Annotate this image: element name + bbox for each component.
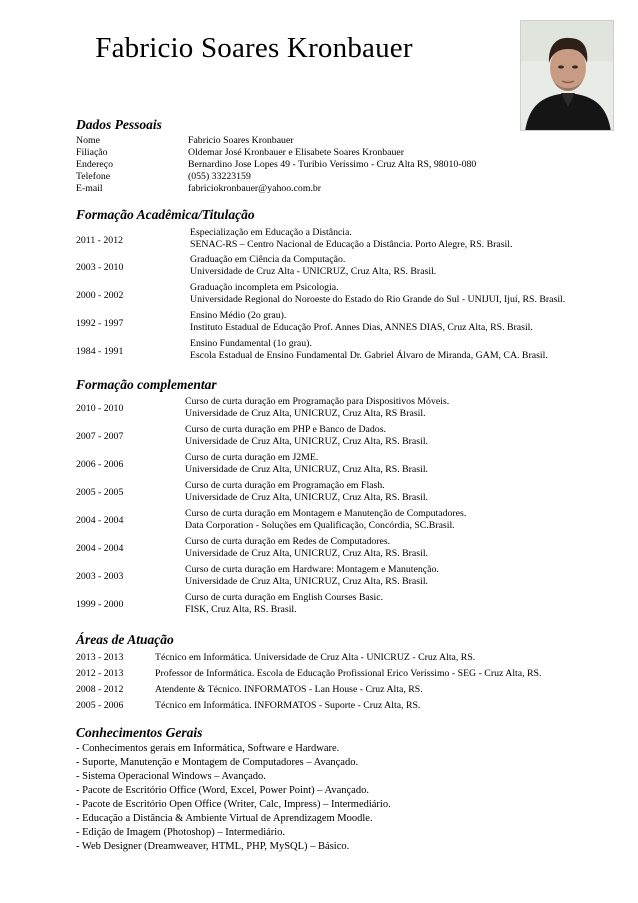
job-date: 2005 - 2006 [76,700,124,711]
job-date: 2012 - 2013 [76,668,124,679]
course-title: Curso de curta duração em Programação em Flash. [185,480,385,491]
job-date: 2008 - 2012 [76,684,124,695]
course-title: Curso de curta duração em English Courses Basic. [185,592,384,603]
job-description: Técnico em Informática. Universidade de Cruz Alta - UNICRUZ - Cruz Alta, RS. [155,652,476,663]
education-date: 2003 - 2010 [76,262,124,273]
personal-label: Endereço [76,159,113,170]
job-description: Atendente & Técnico. INFORMATOS - Lan House - Cruz Alta, RS. [155,684,423,695]
education-institution: Instituto Estadual de Educação Prof. Annes Dias, ANNES DIAS, Cruz Alta, RS. Brasil. [190,322,533,333]
course-date: 2006 - 2006 [76,459,124,470]
personal-value: Oldemar José Kronbauer e Elisabete Soares Kronbauer [188,147,404,158]
course-institution: Data Corporation - Soluções em Qualificação, Concórdia, SC.Brasil. [185,520,455,531]
course-date: 1999 - 2000 [76,599,124,610]
section-title-complementary: Formação complementar [76,377,217,392]
page-title: Fabricio Soares Kronbauer [95,32,413,64]
course-date: 2003 - 2003 [76,571,124,582]
education-institution: Universidade de Cruz Alta - UNICRUZ, Cruz Alta, RS. Brasil. [190,266,437,277]
personal-email: fabriciokronbauer@yahoo.com.br [188,183,322,194]
education-institution: Escola Estadual de Ensino Fundamental Dr. Gabriel Álvaro de Miranda, GAM, CA. Brasil. [190,350,548,361]
section-title-personal: Dados Pessoais [76,117,162,132]
education-title: Graduação em Ciência da Computação. [190,254,346,265]
education-date: 1984 - 1991 [76,346,124,357]
education-title: Especialização em Educação a Distância. [190,227,352,238]
personal-label: E-mail [76,183,103,194]
course-title: Curso de curta duração em Montagem e Manutenção de Computadores. [185,508,467,519]
knowledge-item: - Educação a Distância & Ambiente Virtual de Aprendizagem Moodle. [76,813,373,824]
personal-label: Nome [76,135,100,146]
course-date: 2010 - 2010 [76,403,124,414]
education-date: 1992 - 1997 [76,318,124,329]
course-institution: Universidade de Cruz Alta, UNICRUZ, Cruz Alta, RS. Brasil. [185,492,428,503]
education-date: 2000 - 2002 [76,290,124,301]
education-institution: Universidade Regional do Noroeste do Estado do Rio Grande do Sul - UNIJUI, Ijuí, RS. Brasil. [190,294,566,305]
knowledge-item: - Web Designer (Dreamweaver, HTML, PHP, MySQL) – Básico. [76,841,350,852]
education-title: Graduação incompleta em Psicologia. [190,282,339,293]
course-title: Curso de curta duração em Redes de Computadores. [185,536,391,547]
profile-photo [520,20,614,131]
course-title: Curso de curta duração em PHP e Banco de Dados. [185,424,386,435]
course-institution: Universidade de Cruz Alta, UNICRUZ, Cruz Alta, RS. Brasil. [185,548,428,559]
job-description: Professor de Informática. Escola de Educação Profissional Erico Veríssimo - SEG - Cruz Alta, RS. [155,668,542,679]
course-institution: Universidade de Cruz Alta, UNICRUZ, Cruz Alta, RS. Brasil. [185,464,428,475]
education-title: Ensino Fundamental (1o grau). [190,338,312,349]
section-title-education: Formação Acadêmica/Titulação [76,207,255,222]
personal-value: (055) 33223159 [188,171,251,182]
course-title: Curso de curta duração em J2ME. [185,452,319,463]
knowledge-item: - Edição de Imagem (Photoshop) – Intermediário. [76,827,286,838]
section-title-areas: Áreas de Atuação [76,632,174,647]
course-institution: Universidade de Cruz Alta, UNICRUZ, Cruz Alta, RS. Brasil. [185,436,428,447]
course-date: 2005 - 2005 [76,487,124,498]
job-date: 2013 - 2013 [76,652,124,663]
person-photo-icon [521,21,614,131]
education-institution: SENAC-RS – Centro Nacional de Educação a Distância. Porto Alegre, RS. Brasil. [190,239,513,250]
section-title-knowledge: Conhecimentos Gerais [76,725,203,740]
course-title: Curso de curta duração em Programação para Dispositivos Móveis. [185,396,450,407]
course-title: Curso de curta duração em Hardware: Montagem e Manutenção. [185,564,439,575]
course-institution: Universidade de Cruz Alta, UNICRUZ, Cruz Alta, RS Brasil. [185,408,426,419]
course-date: 2007 - 2007 [76,431,124,442]
knowledge-item: - Sistema Operacional Windows – Avançado. [76,771,266,782]
knowledge-item: - Conhecimentos gerais em Informática, Software e Hardware. [76,743,340,754]
education-date: 2011 - 2012 [76,235,123,246]
knowledge-item: - Pacote de Escritório Office (Word, Excel, Power Point) – Avançado. [76,785,369,796]
personal-value: Fabricio Soares Kronbauer [188,135,294,146]
course-date: 2004 - 2004 [76,543,124,554]
course-institution: Universidade de Cruz Alta, UNICRUZ, Cruz Alta, RS. Brasil. [185,576,428,587]
job-description: Técnico em Informática. INFORMATOS - Suporte - Cruz Alta, RS. [155,700,421,711]
knowledge-item: - Pacote de Escritório Open Office (Writer, Calc, Impress) – Intermediário. [76,799,391,810]
personal-label: Telefone [76,171,111,182]
personal-value: Bernardino Jose Lopes 49 - Turibio Veríssimo - Cruz Alta RS, 98010-080 [188,159,477,170]
course-date: 2004 - 2004 [76,515,124,526]
knowledge-item: - Suporte, Manutenção e Montagem de Computadores – Avançado. [76,757,359,768]
education-title: Ensino Médio (2o grau). [190,310,287,321]
course-institution: FISK, Cruz Alta, RS. Brasil. [185,604,297,615]
personal-label: Filiação [76,147,108,158]
